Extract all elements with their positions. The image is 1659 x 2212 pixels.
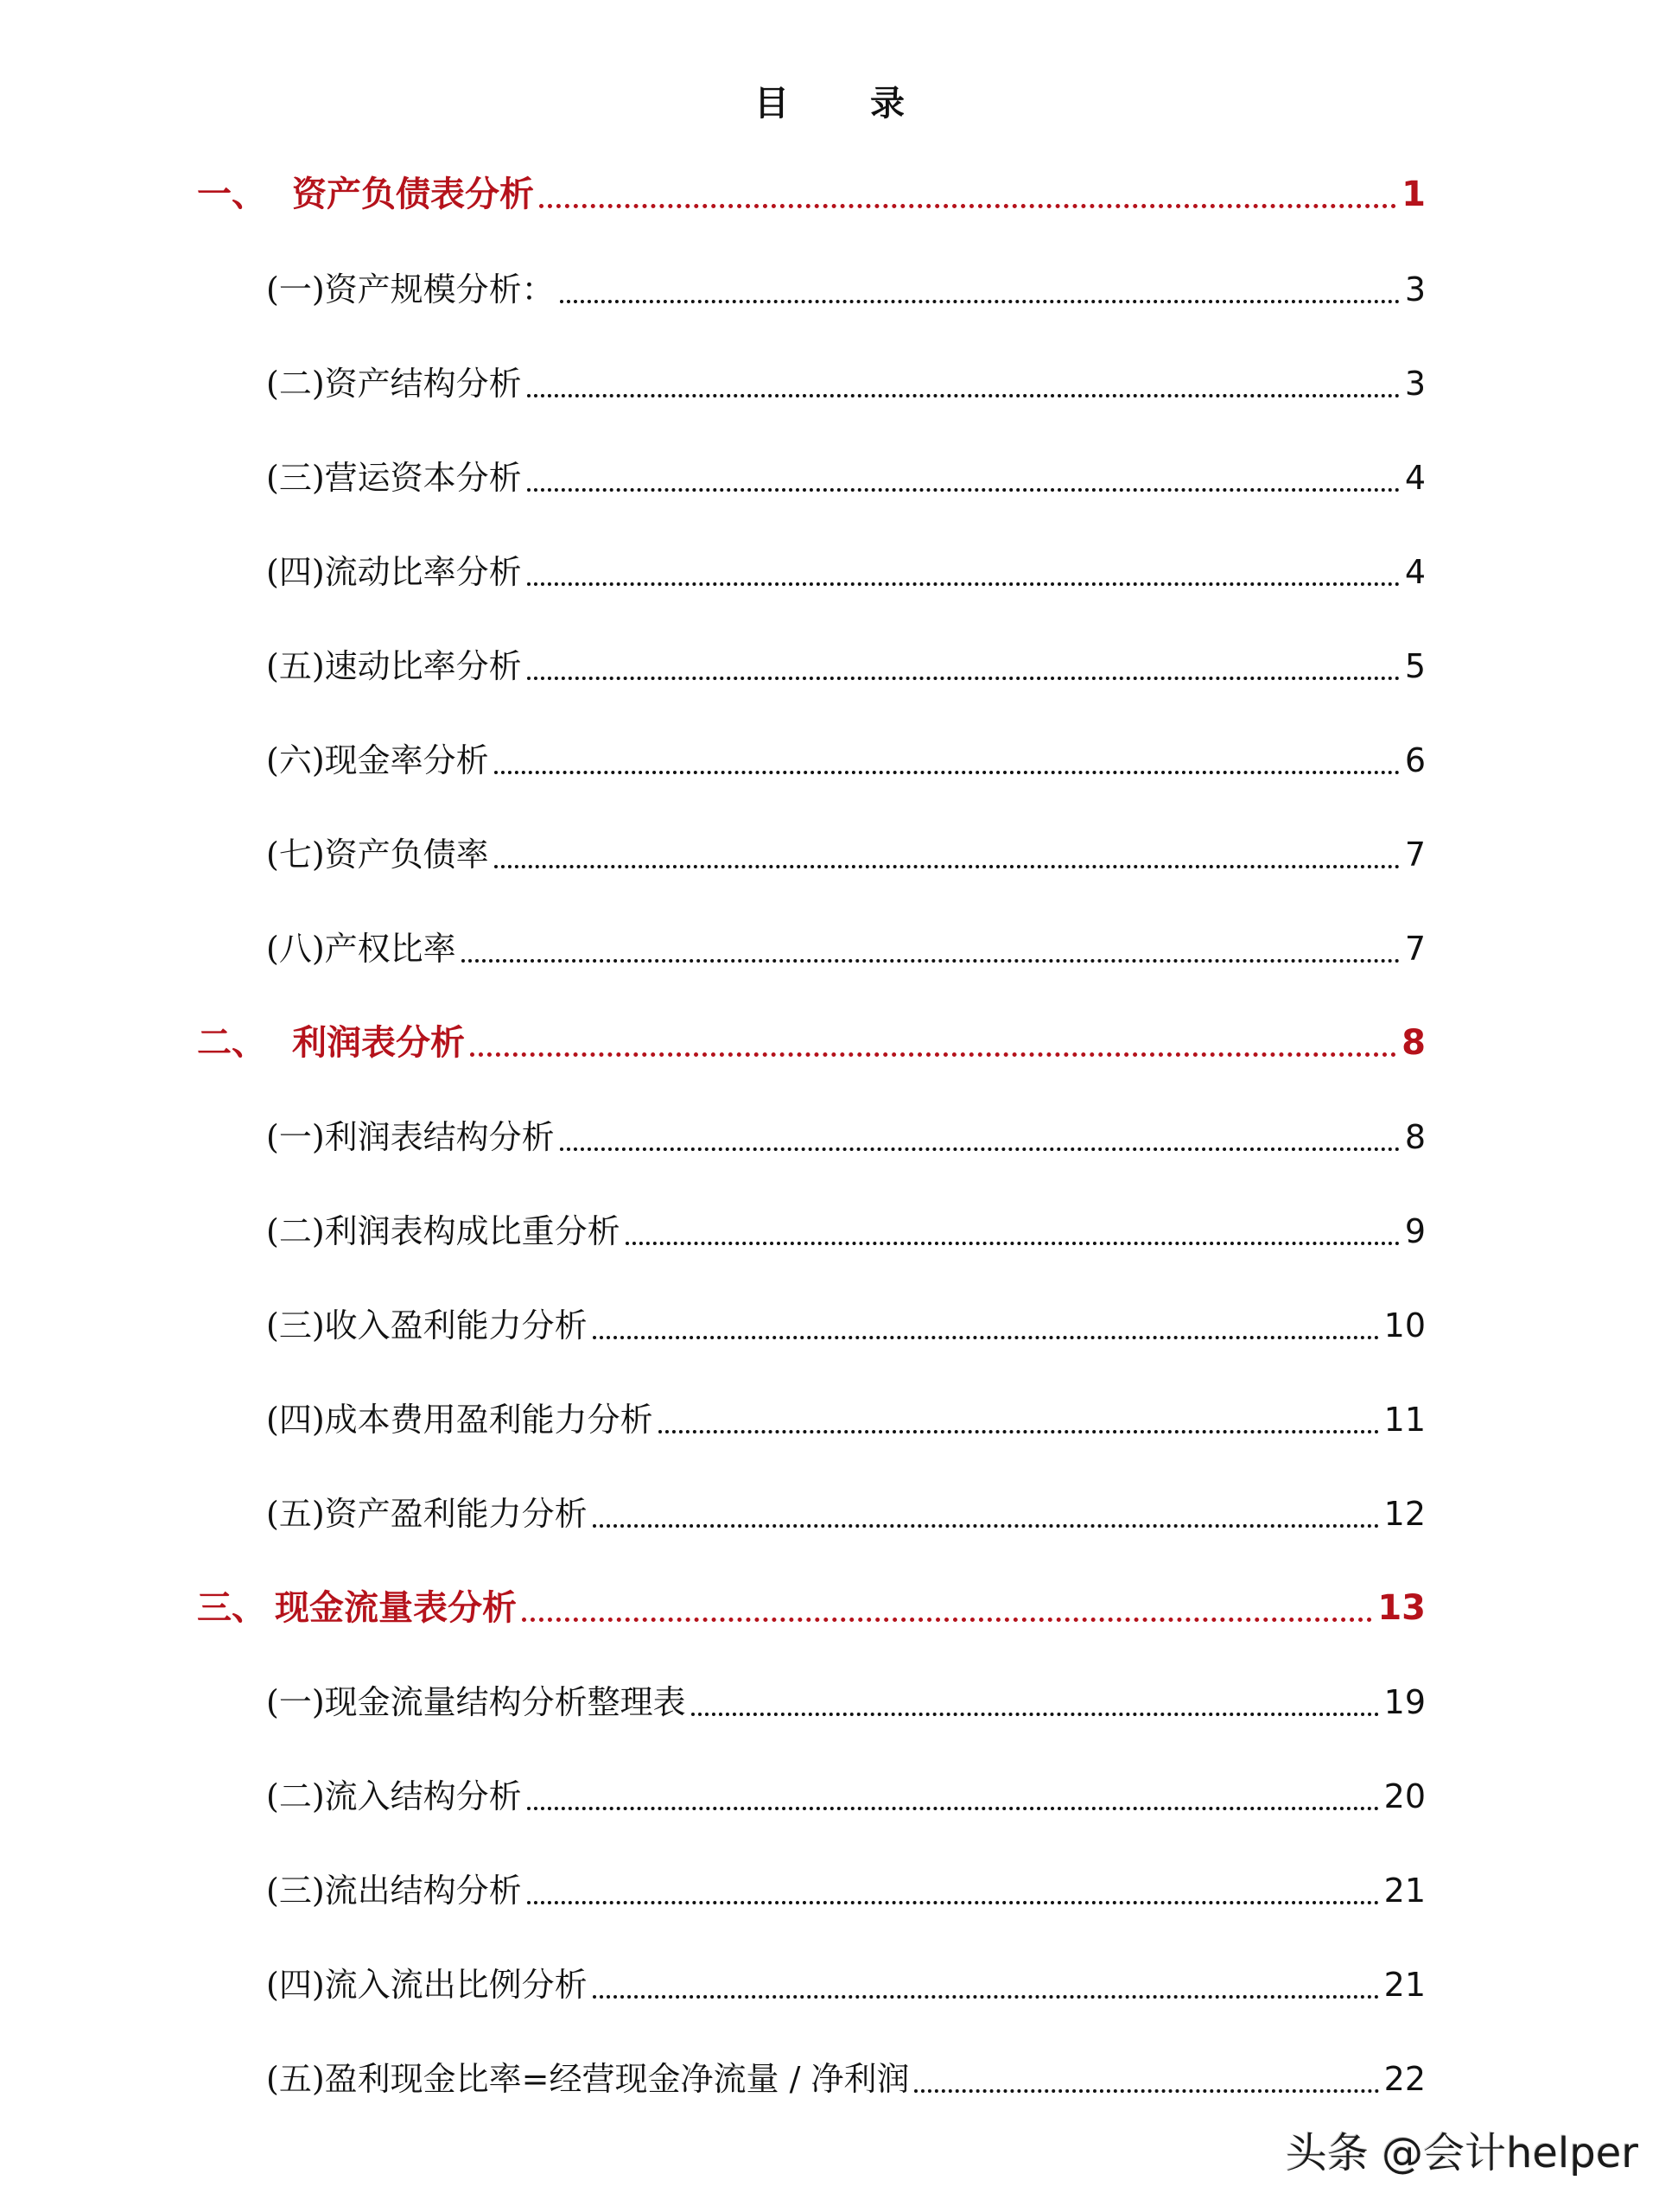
page-number: 10 bbox=[1383, 1306, 1426, 1344]
page-number: 6 bbox=[1404, 741, 1426, 779]
item-label: (三)流出结构分析 bbox=[266, 1872, 522, 1910]
item-label: (二)利润表构成比重分析 bbox=[266, 1212, 620, 1250]
page-number: 1 bbox=[1402, 175, 1426, 214]
page-number: 7 bbox=[1404, 836, 1426, 874]
section-number: 二、 bbox=[197, 1022, 266, 1063]
page-number: 19 bbox=[1383, 1683, 1426, 1721]
toc-item[interactable] bbox=[266, 1959, 1426, 2011]
page-number: 4 bbox=[1404, 553, 1426, 591]
page-number: 21 bbox=[1383, 1966, 1426, 2004]
dot-leader bbox=[527, 1865, 1379, 1916]
dot-leader bbox=[494, 734, 1400, 786]
toc-item[interactable] bbox=[266, 1488, 1426, 1540]
item-label: (四)流动比率分析 bbox=[266, 553, 522, 591]
page-number: 8 bbox=[1402, 1023, 1426, 1063]
toc-item[interactable] bbox=[266, 1205, 1426, 1257]
page-number: 12 bbox=[1383, 1495, 1426, 1533]
toc-section-cash-flow[interactable] bbox=[197, 1582, 1426, 1634]
item-label: (二)资产结构分析 bbox=[266, 365, 522, 403]
section-label: 现金流量表分析 bbox=[275, 1587, 517, 1628]
dot-leader bbox=[461, 923, 1400, 975]
item-label: (三)收入盈利能力分析 bbox=[266, 1306, 588, 1344]
toc-item[interactable] bbox=[266, 640, 1426, 692]
dot-leader bbox=[527, 452, 1400, 504]
item-label: (六)现金率分析 bbox=[266, 741, 489, 779]
dot-leader bbox=[527, 358, 1400, 410]
page-number: 3 bbox=[1404, 365, 1426, 403]
dot-leader bbox=[527, 546, 1400, 598]
toc-item[interactable] bbox=[266, 452, 1426, 504]
toc-title: 目 录 bbox=[754, 83, 939, 124]
dot-leader bbox=[658, 1394, 1379, 1446]
dot-leader bbox=[527, 1770, 1379, 1822]
item-label: (五)资产盈利能力分析 bbox=[266, 1495, 588, 1533]
toc-item[interactable] bbox=[266, 1111, 1426, 1163]
dot-leader bbox=[522, 1582, 1372, 1634]
page-number: 7 bbox=[1404, 930, 1426, 968]
section-label: 资产负债表分析 bbox=[292, 174, 534, 214]
toc-item[interactable] bbox=[266, 923, 1426, 975]
dot-leader bbox=[626, 1205, 1400, 1257]
toc-item[interactable] bbox=[266, 1865, 1426, 1916]
dot-leader bbox=[470, 1017, 1396, 1069]
dot-leader bbox=[539, 168, 1396, 220]
watermark: 头条 @会计helper bbox=[1285, 2129, 1638, 2177]
dot-leader bbox=[527, 640, 1400, 692]
toc-item[interactable] bbox=[266, 1394, 1426, 1446]
page-number: 13 bbox=[1377, 1588, 1426, 1628]
toc-item[interactable] bbox=[266, 2053, 1426, 2105]
dot-leader bbox=[560, 264, 1400, 315]
page-number: 5 bbox=[1404, 647, 1426, 685]
item-label: (四)流入流出比例分析 bbox=[266, 1966, 588, 2004]
item-label: (五)盈利现金比率=经营现金净流量 / 净利润 bbox=[266, 2060, 910, 2098]
page-number: 11 bbox=[1383, 1401, 1426, 1439]
section-label: 利润表分析 bbox=[292, 1022, 465, 1063]
page-number: 3 bbox=[1404, 270, 1426, 308]
toc-item[interactable] bbox=[266, 546, 1426, 598]
page-number: 8 bbox=[1404, 1118, 1426, 1156]
item-label: (八)产权比率 bbox=[266, 930, 456, 968]
dot-leader bbox=[914, 2053, 1378, 2105]
section-number: 一、 bbox=[197, 174, 266, 214]
dot-leader bbox=[593, 1300, 1379, 1351]
item-label: (三)营运资本分析 bbox=[266, 459, 522, 497]
dot-leader bbox=[593, 1488, 1379, 1540]
toc-section-income-statement[interactable] bbox=[197, 1017, 1426, 1069]
item-label: (一)利润表结构分析 bbox=[266, 1118, 555, 1156]
item-label: (四)成本费用盈利能力分析 bbox=[266, 1401, 653, 1439]
toc-section-balance-sheet[interactable] bbox=[197, 168, 1426, 220]
dot-leader bbox=[593, 1959, 1379, 2011]
item-label: (一)现金流量结构分析整理表 bbox=[266, 1683, 686, 1721]
item-label: (五)速动比率分析 bbox=[266, 647, 522, 685]
toc-item[interactable] bbox=[266, 1676, 1426, 1728]
page-number: 9 bbox=[1404, 1212, 1426, 1250]
toc-item[interactable] bbox=[266, 829, 1426, 880]
toc-item[interactable] bbox=[266, 1300, 1426, 1351]
page-number: 22 bbox=[1383, 2060, 1426, 2098]
page-number: 20 bbox=[1383, 1777, 1426, 1815]
toc-item[interactable] bbox=[266, 264, 1426, 315]
item-label: (一)资产规模分析： bbox=[266, 270, 555, 308]
dot-leader bbox=[560, 1111, 1400, 1163]
dot-leader bbox=[691, 1676, 1379, 1728]
section-number: 三、 bbox=[197, 1587, 266, 1628]
toc-item[interactable] bbox=[266, 1770, 1426, 1822]
page-number: 4 bbox=[1404, 459, 1426, 497]
dot-leader bbox=[494, 829, 1400, 880]
toc-item[interactable] bbox=[266, 358, 1426, 410]
toc-item[interactable] bbox=[266, 734, 1426, 786]
item-label: (七)资产负债率 bbox=[266, 836, 489, 874]
page-number: 21 bbox=[1383, 1872, 1426, 1910]
item-label: (二)流入结构分析 bbox=[266, 1777, 522, 1815]
